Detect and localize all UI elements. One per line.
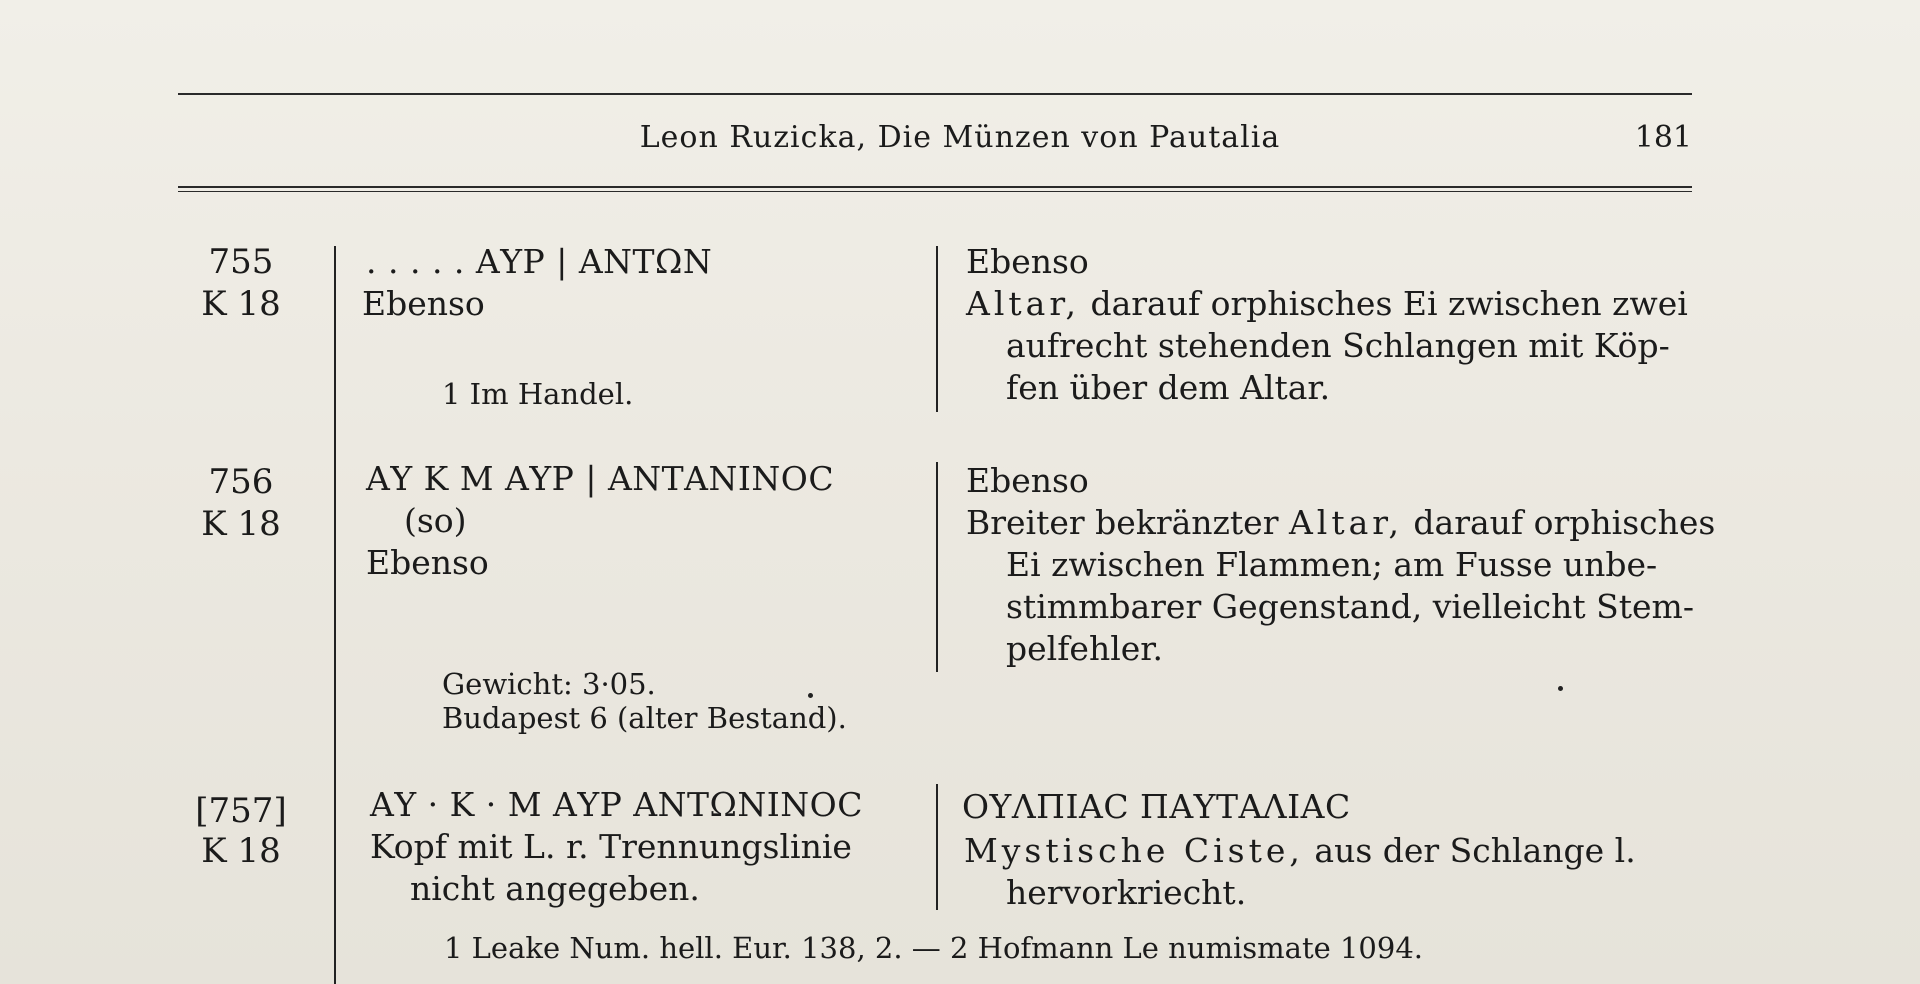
reverse-legend: Ebenso [966, 461, 1089, 500]
reverse-description-line: pelfehler. [1006, 629, 1163, 668]
column-divider-middle [936, 246, 938, 412]
entry-denomination: K 18 [201, 504, 281, 544]
header-rule-top [178, 93, 1692, 95]
reverse-spaced-term: Altar, [1288, 503, 1403, 542]
entry-denomination: K 18 [201, 284, 281, 324]
print-speck [1558, 686, 1563, 691]
column-divider-middle [936, 784, 938, 910]
reverse-description-line: hervorkriecht. [1006, 873, 1247, 912]
reverse-description: Mystische Ciste, aus der Schlange l. [964, 831, 1636, 870]
entry-number: [757] [195, 791, 287, 831]
print-speck [808, 693, 813, 698]
obverse-legend: ΑΥ · Κ · Μ ΑΥΡ ΑΝΤΩΝΙΝΟϹ [370, 785, 863, 824]
reverse-description: Altar, darauf orphisches Ei zwischen zwei [966, 284, 1688, 323]
obverse-description: Ebenso [366, 543, 489, 582]
entry-denomination: K 18 [201, 831, 281, 871]
entry-number: 755 [208, 242, 274, 282]
entry-note: 1 Im Handel. [442, 377, 634, 411]
entry-number: 756 [208, 462, 274, 502]
obverse-legend-note: (so) [404, 501, 467, 540]
obverse-description: Ebenso [362, 284, 485, 323]
column-divider-middle [936, 462, 938, 672]
obverse-description-line: nicht angegeben. [410, 869, 700, 908]
reverse-description-line: stimmbarer Gegenstand, vielleicht Stem- [1006, 587, 1694, 626]
column-divider-left [334, 246, 336, 984]
obverse-legend: . . . . . ΑΥΡ | ΑΝΤΩΝ [366, 242, 713, 281]
reverse-legend: Ebenso [966, 242, 1089, 281]
reverse-legend: ΟΥΛΠΙΑϹ ΠΑΥΤΑΛΙΑϹ [962, 787, 1351, 826]
footnote: 1 Leake Num. hell. Eur. 138, 2. — 2 Hofmann Le numismate 1094. [444, 931, 1424, 965]
obverse-legend: ΑΥ Κ Μ ΑΥΡ | ΑΝΤΑΝΙΝΟϹ [366, 459, 835, 498]
header-rule-bottom-thin [178, 191, 1692, 192]
reverse-spaced-term: Altar, [966, 284, 1080, 323]
page-number: 181 [1634, 120, 1692, 155]
reverse-spaced-term: Mystische Ciste, [964, 831, 1304, 870]
reverse-description-line: Ei zwischen Flammen; am Fusse unbe- [1006, 545, 1658, 584]
reverse-description: Breiter bekränzter Altar, darauf orphisches [966, 503, 1716, 542]
header-rule-bottom [178, 186, 1692, 188]
reverse-description-line: fen über dem Altar. [1006, 368, 1331, 407]
reverse-description-line: aufrecht stehenden Schlangen mit Köp- [1006, 326, 1670, 365]
running-title: Leon Ruzicka, Die Münzen von Pautalia [639, 120, 1281, 155]
obverse-description: Kopf mit L. r. Trennungslinie [370, 827, 852, 866]
entry-note: Gewicht: 3·05. [442, 667, 656, 701]
entry-note: Budapest 6 (alter Bestand). [442, 701, 847, 735]
